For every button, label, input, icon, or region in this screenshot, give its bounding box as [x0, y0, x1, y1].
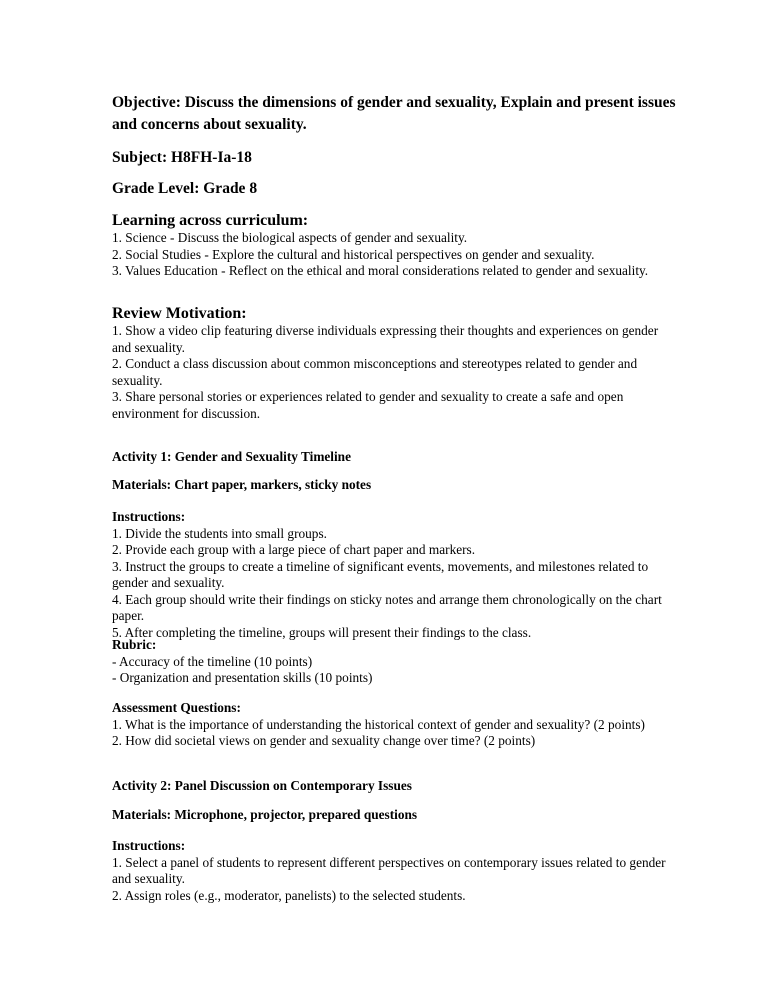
list-item: - Organization and presentation skills (10 points)	[112, 670, 373, 685]
activity1-materials-text: Materials: Chart paper, markers, sticky notes	[112, 477, 372, 492]
list-item: 1. Show a video clip featuring diverse individuals expressing their thoughts and experiences on gender and sexuality.	[112, 323, 659, 355]
grade-level-text: Grade Level: Grade 8	[112, 180, 258, 197]
grade-level	[112, 178, 677, 200]
list-item: 1. What is the importance of understanding the historical context of gender and sexuality? (2 points)	[112, 716, 645, 732]
list-item: 1. Select a panel of students to represent different perspectives on contemporary issues related to gender and sexuality.	[112, 854, 666, 886]
activity2-instructions	[112, 838, 677, 904]
list-item: 4. Each group should write their findings on sticky notes and arrange them chronologically on the chart paper.	[112, 591, 662, 623]
list-item: 2. Assign roles (e.g., moderator, panelists) to the selected students.	[112, 887, 466, 903]
activity2-materials-text: Materials: Microphone, projector, prepared questions	[112, 807, 418, 822]
activity1-rubric	[112, 637, 677, 687]
list-item: 2. Social Studies - Explore the cultural and historical perspectives on gender and sexuality.	[112, 246, 595, 262]
assessment-heading: Assessment Questions:	[112, 700, 241, 715]
list-item: - Accuracy of the timeline (10 points)	[112, 653, 313, 669]
activity1-instructions	[112, 509, 677, 641]
list-item: 1. Science - Discuss the biological aspects of gender and sexuality.	[112, 230, 468, 245]
objective-text: Objective: Discuss the dimensions of gender and sexuality, Explain and present issues and concerns about sexuality.	[112, 94, 676, 133]
objective	[112, 92, 677, 136]
activity2-title	[112, 778, 677, 795]
list-item: 2. Provide each group with a large piece of chart paper and markers.	[112, 542, 476, 557]
review-section	[112, 305, 677, 422]
list-item: 1. Divide the students into small groups.	[112, 525, 327, 541]
learning-section	[112, 212, 677, 280]
activity1-title-text: Activity 1: Gender and Sexuality Timeline	[112, 449, 351, 464]
list-item: 3. Share personal stories or experiences related to gender and sexuality to create a safe and open environment for discussion.	[112, 389, 624, 421]
list-item: 3. Values Education - Reflect on the ethical and moral considerations related to gender and sexuality.	[112, 263, 649, 278]
instructions-heading: Instructions:	[112, 838, 186, 853]
subject-text: Subject: H8FH-Ia-18	[112, 149, 252, 166]
activity1-title	[112, 449, 677, 466]
instructions-heading: Instructions:	[112, 509, 186, 524]
list-item: 2. How did societal views on gender and sexuality change over time? (2 points)	[112, 733, 536, 748]
list-item: 3. Instruct the groups to create a timeline of significant events, movements, and milestones related to gender and sexuality.	[112, 558, 649, 590]
subject	[112, 147, 677, 169]
review-heading: Review Motivation:	[112, 305, 247, 322]
list-item: 2. Conduct a class discussion about common misconceptions and stereotypes related to gender and sexuality.	[112, 356, 638, 388]
activity2-materials	[112, 807, 677, 824]
activity2-title-text: Activity 2: Panel Discussion on Contemporary Issues	[112, 778, 412, 793]
activity1-materials	[112, 477, 677, 494]
list-item: 5. After completing the timeline, groups will present their findings to the class.	[112, 624, 532, 640]
rubric-heading: Rubric:	[112, 637, 157, 652]
activity1-assessment	[112, 700, 677, 750]
learning-heading: Learning across curriculum:	[112, 212, 309, 229]
